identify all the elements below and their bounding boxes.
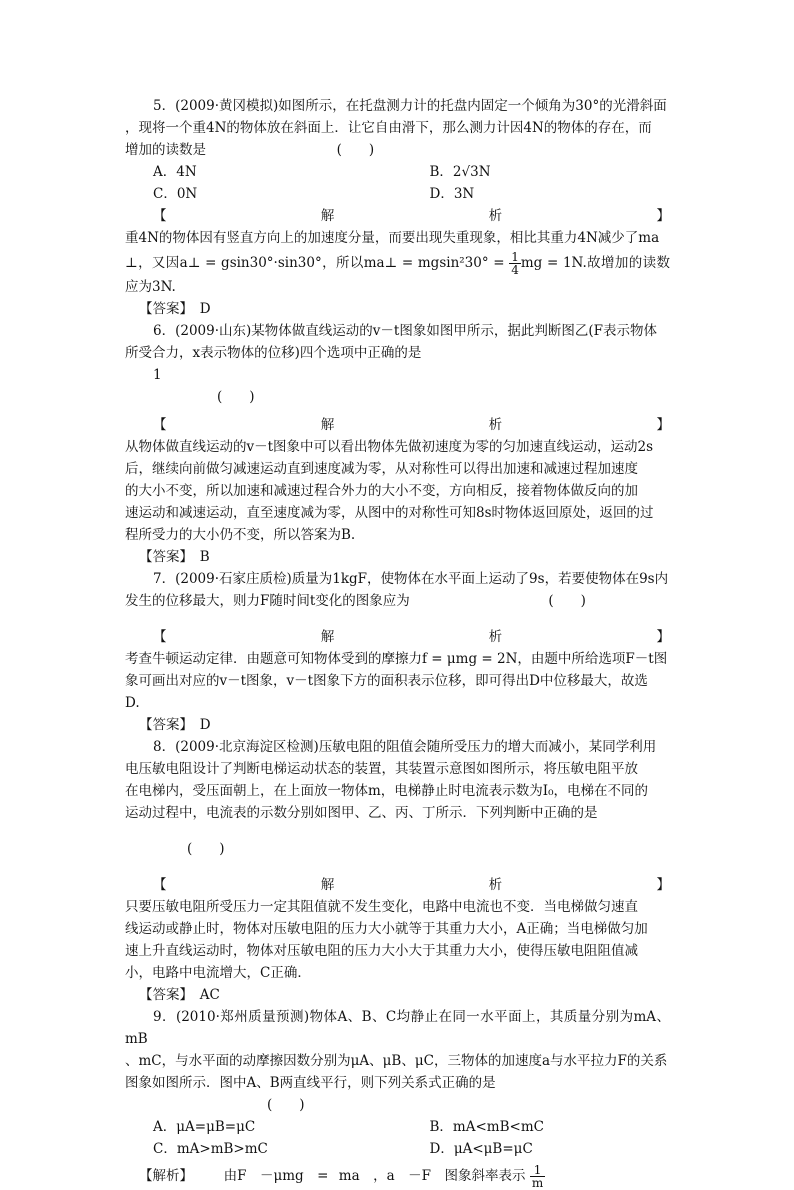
q8-stem-line1: 8．(2009·北京海淀区检测)压敏电阻的阻值会随所受压力的增大而减小，某同学利用 bbox=[153, 739, 657, 755]
q9-answer-paren: ( ) bbox=[267, 1097, 305, 1113]
q5-analysis-header bbox=[125, 205, 670, 227]
q6-analysis-bracket-left: 【 bbox=[153, 417, 167, 433]
q8-analysis-line1: 只要压敏电阻所受压力一定其阻值就不发生变化，电路中电流也不变．当电梯做匀速直 bbox=[125, 899, 638, 915]
q5-analysis-line1: 重4N的物体因有竖直方向上的加速度分量，而要出现失重现象，相比其重力4N减少了ma bbox=[125, 230, 660, 246]
q9-stem-line1: 9．(2010·郑州质量预测)物体A、B、C均静止在同一水平面上，其质量分别为mA、mB bbox=[125, 1009, 670, 1047]
q8-analysis-line2: 线运动或静止时，物体对压敏电阻的压力大小就等于其重力大小，A正确；当电梯做匀加 bbox=[125, 921, 648, 937]
q6-stem-line1: 6．(2009·山东)某物体做直线运动的v－t图象如图甲所示，据此判断图乙(F表示物体 bbox=[153, 323, 657, 339]
q8-stem-line3: 在电梯内，受压面朝上，在上面放一物体m，电梯静止时电流表示数为I₀，电梯在不同的 bbox=[125, 783, 649, 799]
q5-analysis-line2 bbox=[125, 251, 670, 298]
q5-fraction-numerator: 1 bbox=[511, 250, 519, 264]
document-page bbox=[125, 95, 670, 1189]
q8-analysis-line4: 小，电路中电流增大，C正确． bbox=[125, 965, 311, 981]
q8-analysis-char2: 析 bbox=[488, 877, 503, 893]
q7-answer: 【答案】 D bbox=[139, 717, 211, 733]
q8-analysis-bracket-right: 】 bbox=[656, 877, 670, 893]
q7-analysis-char2: 析 bbox=[488, 629, 503, 645]
q9-analysis-label: 【解析】 bbox=[139, 1168, 193, 1184]
q5-answer: 【答案】 D bbox=[139, 301, 211, 317]
q9-options-row1 bbox=[125, 1116, 670, 1138]
q5-stem-text: 增加的读数是 bbox=[125, 142, 206, 158]
q6-answer: 【答案】 B bbox=[139, 549, 210, 565]
q8-stem-line2: 电压敏电阻设计了判断电梯运动状态的装置，其装置示意图如图所示，将压敏电阻平放 bbox=[125, 761, 638, 777]
q9-option-a: A．μA=μB=μC bbox=[153, 1119, 256, 1135]
q5-options-row1 bbox=[125, 161, 670, 183]
q5-option-b: B．2√3N bbox=[429, 164, 491, 180]
q6-answer-paren: ( ) bbox=[217, 389, 255, 405]
q6-stem-line3: 1 bbox=[153, 367, 162, 383]
q6-analysis-line1: 从物体做直线运动的v－t图象中可以看出物体先做初速度为零的匀加速直线运动，运动2s bbox=[125, 439, 654, 455]
q7-analysis-header bbox=[125, 626, 670, 648]
q5-analysis-bracket-right: 】 bbox=[656, 208, 670, 224]
q5-stem-line1: 5．(2009·黄冈模拟)如图所示，在托盘测力计的托盘内固定一个倾角为30°的光滑斜面 bbox=[153, 98, 667, 114]
q5-analysis-line2-part1: ⊥，又因a⊥ = gsin30°·sin30°，所以ma⊥ = mgsin²30° = bbox=[125, 255, 510, 271]
q5-fraction-denominator: 4 bbox=[511, 263, 519, 277]
q9-option-b: B．mA<mB<mC bbox=[429, 1119, 544, 1135]
q7-stem-line1: 7．(2009·石家庄质检)质量为1kgF，使物体在水平面上运动了9s，若要使物体在9s内 bbox=[153, 571, 669, 587]
q6-stem-line2: 所受合力，x表示物体的位移)四个选项中正确的是 bbox=[125, 345, 422, 361]
q7-stem-line2 bbox=[125, 590, 670, 612]
q7-analysis-line2: 象可画出对应的v－t图象，v－t图象下方的面积表示位移，即可得出D中位移最大，故选 bbox=[125, 673, 648, 689]
q9-option-d: D．μA<μB=μC bbox=[429, 1141, 533, 1157]
q6-analysis-char2: 析 bbox=[488, 417, 503, 433]
q8-analysis-char1: 解 bbox=[320, 877, 335, 893]
q8-analysis-bracket-left: 【 bbox=[153, 877, 167, 893]
q7-stem-text: 发生的位移最大，则力F随时间t变化的图象应为 bbox=[125, 593, 410, 609]
q7-answer-paren: ( ) bbox=[548, 593, 586, 609]
q6-analysis-header bbox=[125, 414, 670, 436]
q6-analysis-line5: 程所受力的大小仍不变，所以答案为B. bbox=[125, 527, 356, 543]
q8-analysis-header bbox=[125, 874, 670, 896]
q5-analysis-char2: 析 bbox=[488, 208, 503, 224]
q9-options-row2 bbox=[125, 1138, 670, 1160]
q8-stem-line4: 运动过程中，电流表的示数分别如图甲、乙、丙、丁所示．下列判断中正确的是 bbox=[125, 805, 598, 821]
q5-stem-line3 bbox=[125, 139, 670, 161]
q5-stem-line2: ，现将一个重4N的物体放在斜面上．让它自由滑下，那么测力计因4N的物体的存在，而 bbox=[125, 120, 652, 136]
q5-options-row2 bbox=[125, 183, 670, 205]
q7-analysis-line1: 考查牛顿运动定律．由题意可知物体受到的摩擦力f = μmg = 2N，由题中所给选项F－t图 bbox=[125, 651, 668, 667]
q7-analysis-bracket-right: 】 bbox=[656, 629, 670, 645]
q6-analysis-bracket-right: 】 bbox=[656, 417, 670, 433]
q8-answer-paren: ( ) bbox=[187, 841, 225, 857]
q5-option-d: D．3N bbox=[429, 186, 475, 202]
q9-fraction-denominator: m bbox=[531, 1176, 544, 1190]
q5-analysis-char1: 解 bbox=[320, 208, 335, 224]
q9-stem-line3: 图象如图所示．图中A、B两直线平行，则下列关系式正确的是 bbox=[125, 1075, 496, 1091]
q6-analysis-line3: 的大小不变，所以加速和减速过程合外力的大小不变，方向相反，接着物体做反向的加 bbox=[125, 483, 638, 499]
q9-analysis-text: 由F －μmg = ma ，a －F 图象斜率表示 bbox=[223, 1168, 526, 1184]
q9-analysis-line1 bbox=[125, 1164, 670, 1189]
q5-analysis-bracket-left: 【 bbox=[153, 208, 167, 224]
q8-analysis-line3: 速上升直线运动时，物体对压敏电阻的压力大小大于其重力大小，使得压敏电阻阻值减 bbox=[125, 943, 638, 959]
q5-analysis-line2-part2: mg = 1N.故增加的读数应为3N. bbox=[125, 255, 670, 295]
q5-option-c: C．0N bbox=[153, 186, 198, 202]
q5-option-a: A．4N bbox=[153, 164, 197, 180]
q7-analysis-char1: 解 bbox=[320, 629, 335, 645]
q6-analysis-line2: 后，继续向前做匀减速运动直到速度减为零，从对称性可以得出加速和减速过程加速度 bbox=[125, 461, 638, 477]
q9-fraction bbox=[530, 1164, 545, 1189]
q5-answer-paren: ( ) bbox=[336, 142, 375, 158]
q9-fraction-numerator: 1 bbox=[530, 1164, 545, 1177]
q9-stem-line2: 、mC，与水平面的动摩擦因数分别为μA、μB、μC，三物体的加速度a与水平拉力F的关系 bbox=[125, 1053, 668, 1069]
q5-fraction bbox=[509, 251, 521, 276]
q7-analysis-line3: D. bbox=[125, 695, 140, 711]
q6-analysis-line4: 速运动和减速运动，直至速度减为零，从图中的对称性可知8s时物体返回原处，返回的过 bbox=[125, 505, 654, 521]
q6-analysis-char1: 解 bbox=[320, 417, 335, 433]
q8-answer: 【答案】 AC bbox=[139, 987, 220, 1003]
q9-option-c: C．mA>mB>mC bbox=[153, 1141, 268, 1157]
q7-analysis-bracket-left: 【 bbox=[153, 629, 167, 645]
